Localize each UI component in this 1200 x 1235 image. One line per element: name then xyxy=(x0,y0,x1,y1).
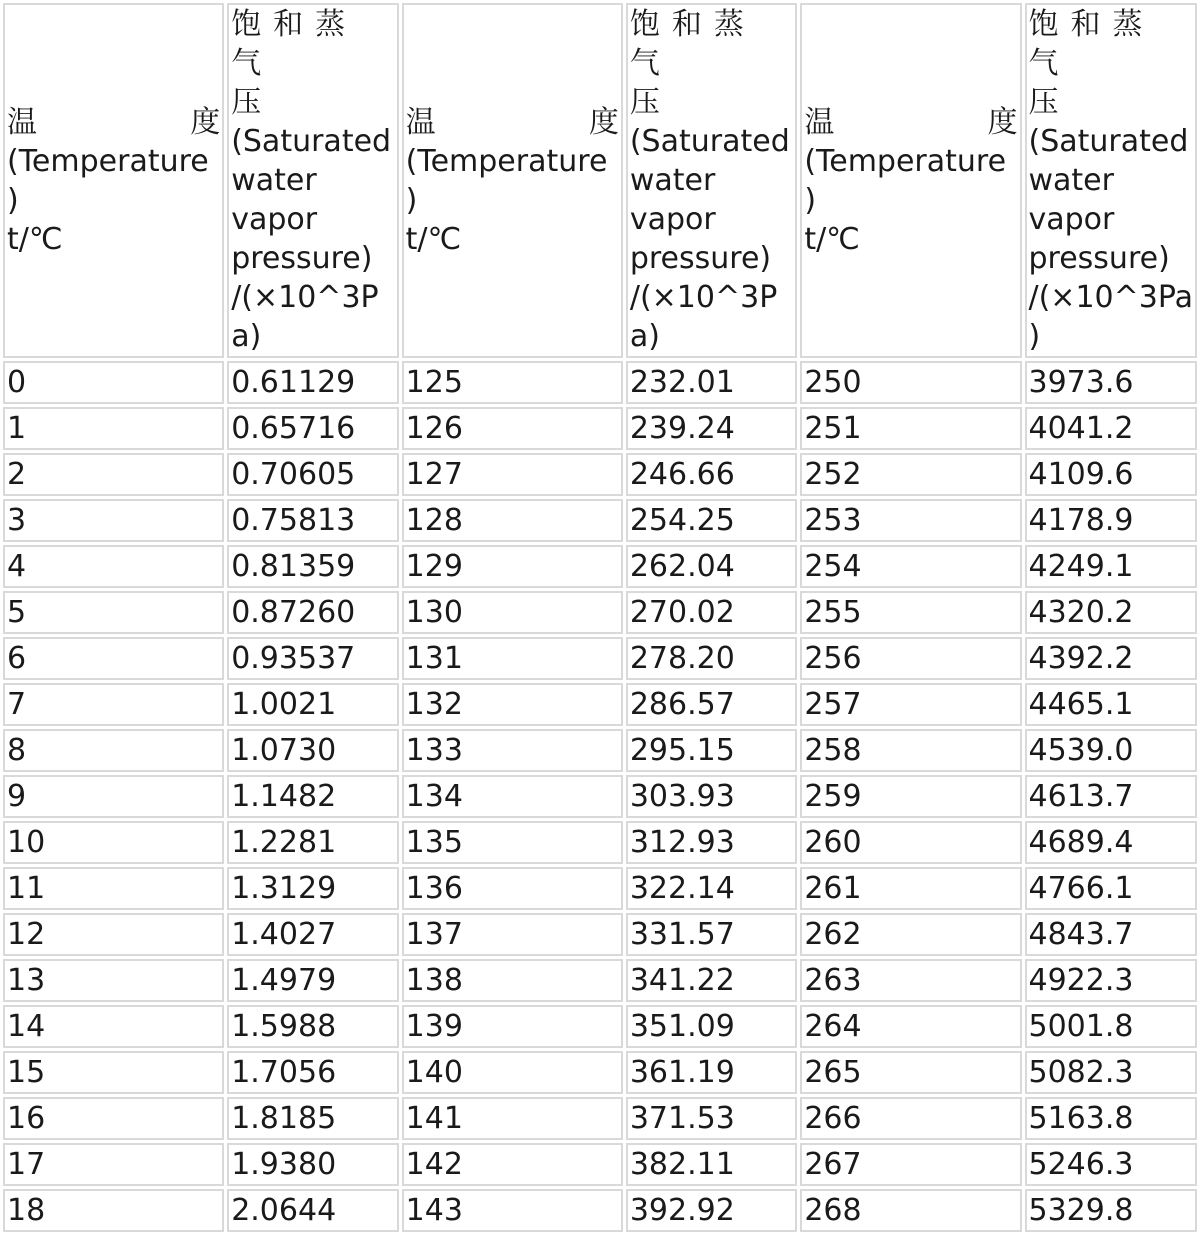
table-row xyxy=(3,821,1197,864)
temperature-cell: 14 xyxy=(3,1005,224,1048)
pressure-cell: 270.02 xyxy=(626,591,797,634)
pressure-cell: 5082.3 xyxy=(1025,1051,1198,1094)
pressure-cell: 0.70605 xyxy=(227,453,398,496)
temperature-cell: 265 xyxy=(800,1051,1021,1094)
temperature-cell: 9 xyxy=(3,775,224,818)
pressure-cell: 4178.9 xyxy=(1025,499,1198,542)
pressure-cell: 1.2281 xyxy=(227,821,398,864)
table-row xyxy=(3,729,1197,772)
pressure-cell: 1.4027 xyxy=(227,913,398,956)
table-row xyxy=(3,775,1197,818)
pressure-cell: 322.14 xyxy=(626,867,797,910)
temperature-cell: 263 xyxy=(800,959,1021,1002)
pressure-cell: 5246.3 xyxy=(1025,1143,1198,1186)
pressure-cell: 4539.0 xyxy=(1025,729,1198,772)
temperature-cell: 255 xyxy=(800,591,1021,634)
pressure-cell: 4392.2 xyxy=(1025,637,1198,680)
pressure-cell: 4766.1 xyxy=(1025,867,1198,910)
pressure-cell: 361.19 xyxy=(626,1051,797,1094)
pressure-cell: 278.20 xyxy=(626,637,797,680)
temperature-cell: 252 xyxy=(800,453,1021,496)
temperature-cell: 267 xyxy=(800,1143,1021,1186)
temperature-cell: 136 xyxy=(402,867,623,910)
pressure-header-zh-2: 压 xyxy=(1028,85,1059,120)
pressure-header xyxy=(1025,3,1198,358)
temperature-cell: 132 xyxy=(402,683,623,726)
temperature-cell: 251 xyxy=(800,407,1021,450)
temperature-header-zh-1: 温 xyxy=(7,104,37,140)
temperature-cell: 2 xyxy=(3,453,224,496)
table-row xyxy=(3,867,1197,910)
temperature-cell: 253 xyxy=(800,499,1021,542)
pressure-cell: 0.61129 xyxy=(227,361,398,404)
pressure-cell: 0.87260 xyxy=(227,591,398,634)
temperature-cell: 7 xyxy=(3,683,224,726)
table-row xyxy=(3,1143,1197,1186)
temperature-cell: 128 xyxy=(402,499,623,542)
temperature-cell: 257 xyxy=(800,683,1021,726)
temperature-header-unit: t/℃ xyxy=(405,221,462,257)
pressure-cell: 5001.8 xyxy=(1025,1005,1198,1048)
temperature-cell: 254 xyxy=(800,545,1021,588)
pressure-cell: 4249.1 xyxy=(1025,545,1198,588)
pressure-cell: 4843.7 xyxy=(1025,913,1198,956)
temperature-header-zh-2: 度 xyxy=(190,104,221,140)
pressure-cell: 331.57 xyxy=(626,913,797,956)
temperature-cell: 133 xyxy=(402,729,623,772)
pressure-cell: 351.09 xyxy=(626,1005,797,1048)
table-row xyxy=(3,1005,1197,1048)
temperature-cell: 15 xyxy=(3,1051,224,1094)
temperature-cell: 135 xyxy=(402,821,623,864)
pressure-header-zh-1: 饱和蒸气 xyxy=(231,7,358,81)
temperature-header-en: (Temperature) xyxy=(405,143,608,218)
pressure-cell: 1.1482 xyxy=(227,775,398,818)
temperature-cell: 259 xyxy=(800,775,1021,818)
pressure-cell: 1.9380 xyxy=(227,1143,398,1186)
table-row xyxy=(3,407,1197,450)
pressure-cell: 1.5988 xyxy=(227,1005,398,1048)
temperature-cell: 12 xyxy=(3,913,224,956)
temperature-cell: 16 xyxy=(3,1097,224,1140)
pressure-cell: 1.0730 xyxy=(227,729,398,772)
temperature-header xyxy=(800,3,1021,358)
temperature-cell: 266 xyxy=(800,1097,1021,1140)
temperature-cell: 140 xyxy=(402,1051,623,1094)
pressure-header-en: (Saturated water vapor pressure) xyxy=(231,124,392,276)
table-row xyxy=(3,453,1197,496)
pressure-header xyxy=(227,3,398,358)
temperature-cell: 268 xyxy=(800,1189,1021,1232)
temperature-cell: 130 xyxy=(402,591,623,634)
pressure-cell: 4109.6 xyxy=(1025,453,1198,496)
temperature-cell: 134 xyxy=(402,775,623,818)
pressure-cell: 0.81359 xyxy=(227,545,398,588)
header-row xyxy=(3,3,1197,358)
pressure-header-zh-2: 压 xyxy=(231,85,262,120)
table-row xyxy=(3,591,1197,634)
temperature-cell: 10 xyxy=(3,821,224,864)
pressure-cell: 1.7056 xyxy=(227,1051,398,1094)
pressure-header-en: (Saturated water vapor pressure) xyxy=(629,124,790,276)
temperature-cell: 129 xyxy=(402,545,623,588)
temperature-cell: 8 xyxy=(3,729,224,772)
temperature-cell: 0 xyxy=(3,361,224,404)
pressure-header-zh-1: 饱和蒸气 xyxy=(629,7,756,81)
pressure-cell: 4689.4 xyxy=(1025,821,1198,864)
pressure-cell: 312.93 xyxy=(626,821,797,864)
temperature-cell: 127 xyxy=(402,453,623,496)
pressure-cell: 4320.2 xyxy=(1025,591,1198,634)
pressure-cell: 4465.1 xyxy=(1025,683,1198,726)
pressure-cell: 4613.7 xyxy=(1025,775,1198,818)
temperature-cell: 138 xyxy=(402,959,623,1002)
pressure-cell: 303.93 xyxy=(626,775,797,818)
temperature-cell: 3 xyxy=(3,499,224,542)
table-body xyxy=(3,361,1197,1232)
table-row xyxy=(3,545,1197,588)
temperature-cell: 256 xyxy=(800,637,1021,680)
pressure-cell: 239.24 xyxy=(626,407,797,450)
temperature-cell: 262 xyxy=(800,913,1021,956)
temperature-cell: 6 xyxy=(3,637,224,680)
table-row xyxy=(3,1189,1197,1232)
pressure-cell: 341.22 xyxy=(626,959,797,1002)
pressure-cell: 1.8185 xyxy=(227,1097,398,1140)
pressure-header xyxy=(626,3,797,358)
pressure-cell: 4041.2 xyxy=(1025,407,1198,450)
table-row xyxy=(3,637,1197,680)
pressure-header-unit: /(×10^3Pa) xyxy=(629,280,778,354)
pressure-cell: 254.25 xyxy=(626,499,797,542)
temperature-cell: 260 xyxy=(800,821,1021,864)
table-row xyxy=(3,683,1197,726)
temperature-cell: 264 xyxy=(800,1005,1021,1048)
pressure-cell: 232.01 xyxy=(626,361,797,404)
pressure-cell: 246.66 xyxy=(626,453,797,496)
pressure-cell: 1.0021 xyxy=(227,683,398,726)
temperature-header-en: (Temperature) xyxy=(804,143,1007,218)
temperature-header-zh-2: 度 xyxy=(588,104,619,140)
temperature-header-zh-1: 温 xyxy=(804,104,835,140)
temperature-cell: 4 xyxy=(3,545,224,588)
pressure-cell: 0.65716 xyxy=(227,407,398,450)
temperature-cell: 125 xyxy=(402,361,623,404)
pressure-cell: 5163.8 xyxy=(1025,1097,1198,1140)
pressure-cell: 0.75813 xyxy=(227,499,398,542)
pressure-cell: 2.0644 xyxy=(227,1189,398,1232)
temperature-cell: 258 xyxy=(800,729,1021,772)
temperature-cell: 137 xyxy=(402,913,623,956)
temperature-cell: 143 xyxy=(402,1189,623,1232)
pressure-cell: 4922.3 xyxy=(1025,959,1198,1002)
table-row xyxy=(3,499,1197,542)
temperature-header-zh-2: 度 xyxy=(987,104,1018,140)
pressure-cell: 392.92 xyxy=(626,1189,797,1232)
table-row xyxy=(3,1051,1197,1094)
temperature-header-en: (Temperature) xyxy=(7,143,209,218)
temperature-header-unit: t/℃ xyxy=(804,221,860,257)
table-row xyxy=(3,1097,1197,1140)
temperature-cell: 131 xyxy=(402,637,623,680)
pressure-cell: 371.53 xyxy=(626,1097,797,1140)
temperature-cell: 126 xyxy=(402,407,623,450)
table-row xyxy=(3,913,1197,956)
temperature-cell: 250 xyxy=(800,361,1021,404)
temperature-header-zh-1: 温 xyxy=(405,104,436,140)
temperature-cell: 13 xyxy=(3,959,224,1002)
pressure-cell: 0.93537 xyxy=(227,637,398,680)
pressure-cell: 5329.8 xyxy=(1025,1189,1198,1232)
pressure-cell: 262.04 xyxy=(626,545,797,588)
temperature-header xyxy=(3,3,224,358)
temperature-cell: 261 xyxy=(800,867,1021,910)
temperature-cell: 1 xyxy=(3,407,224,450)
temperature-cell: 142 xyxy=(402,1143,623,1186)
temperature-cell: 18 xyxy=(3,1189,224,1232)
pressure-cell: 286.57 xyxy=(626,683,797,726)
temperature-cell: 141 xyxy=(402,1097,623,1140)
pressure-cell: 295.15 xyxy=(626,729,797,772)
temperature-cell: 17 xyxy=(3,1143,224,1186)
temperature-cell: 5 xyxy=(3,591,224,634)
table-row xyxy=(3,361,1197,404)
pressure-header-zh-1: 饱和蒸气 xyxy=(1028,7,1155,81)
table-row xyxy=(3,959,1197,1002)
pressure-cell: 1.3129 xyxy=(227,867,398,910)
temperature-header-unit: t/℃ xyxy=(7,221,63,257)
temperature-header xyxy=(402,3,623,358)
pressure-cell: 382.11 xyxy=(626,1143,797,1186)
pressure-header-unit: /(×10^3Pa) xyxy=(1028,280,1193,354)
pressure-cell: 1.4979 xyxy=(227,959,398,1002)
pressure-header-zh-2: 压 xyxy=(629,85,660,120)
pressure-header-en: (Saturated water vapor pressure) xyxy=(1028,124,1189,276)
temperature-cell: 11 xyxy=(3,867,224,910)
pressure-header-unit: /(×10^3Pa) xyxy=(231,280,379,354)
temperature-cell: 139 xyxy=(402,1005,623,1048)
pressure-cell: 3973.6 xyxy=(1025,361,1198,404)
